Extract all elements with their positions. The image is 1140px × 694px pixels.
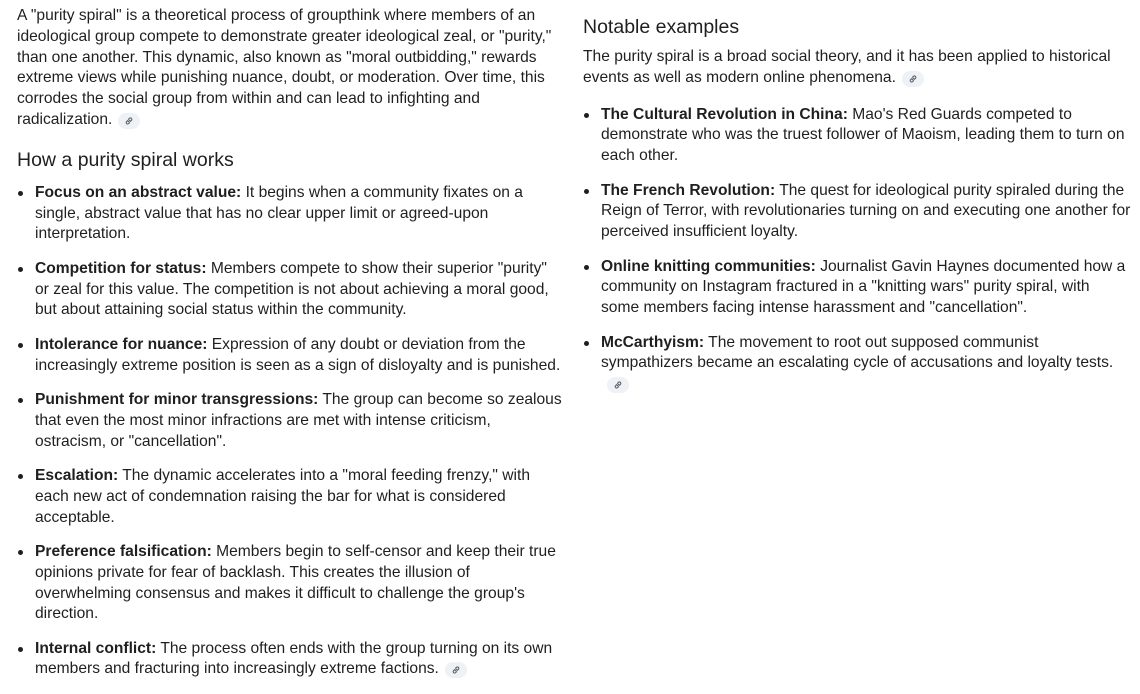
examples-intro xyxy=(583,47,1131,89)
right-column xyxy=(583,0,1131,409)
item-text: The dynamic accelerates into a "moral feeding frenzy," with each new act of condemnation raising the bar for what is considered acceptable. xyxy=(35,466,530,526)
item-text: The movement to root out supposed communist sympathizers became an escalating cycle of accusations and loyalty tests. xyxy=(601,333,1114,372)
link-icon xyxy=(613,380,623,390)
item-text: It begins when a community fixates on a single, abstract value that has no clear upper limit or agreed-upon interpretation. xyxy=(35,183,523,243)
link-icon xyxy=(908,74,918,84)
item-term: McCarthyism: xyxy=(601,333,705,351)
examples-list xyxy=(583,105,1131,395)
source-link-button[interactable] xyxy=(445,662,467,678)
list-item xyxy=(17,390,563,452)
source-link-button[interactable] xyxy=(902,71,924,87)
item-term: Online knitting communities: xyxy=(601,257,816,275)
item-term: Intolerance for nuance: xyxy=(35,335,208,353)
item-term: The Cultural Revolution in China: xyxy=(601,105,848,123)
intro-text: A "purity spiral" is a theoretical process of groupthink where members of an ideological group compete to demonstrate greater ideological zeal, or "purity," than one another. This dynamic, also known as "moral outbidding," rewards extreme views while punishing nuance, doubt, or moderation. Over time, this corrodes the social group from within and can lead to infighting and radicalization. xyxy=(17,7,552,128)
item-text: Mao's Red Guards competed to demonstrate who was the truest follower of Maoism, leading them to turn on each other. xyxy=(601,105,1125,165)
list-item xyxy=(583,105,1131,167)
item-term: The French Revolution: xyxy=(601,181,776,199)
link-icon xyxy=(451,665,461,675)
item-text: Members begin to self-censor and keep their true opinions private for fear of backlash. This creates the illusion of overwhelming consensus and makes it difficult to challenge the group's direction. xyxy=(35,542,556,623)
item-term: Focus on an abstract value: xyxy=(35,183,242,201)
intro-paragraph xyxy=(17,6,563,131)
item-text: Journalist Gavin Haynes documented how a community on Instagram fractured in a "knitting wars" purity spiral, with some members facing intense harassment and "cancellation". xyxy=(601,257,1126,317)
item-text: Expression of any doubt or deviation from the increasingly extreme position is seen as a sign of disloyalty and is punished. xyxy=(35,335,561,374)
item-text: The process often ends with the group turning on its own members and fracturing into increasingly extreme factions. xyxy=(35,639,553,678)
section-heading-how: How a purity spiral works xyxy=(17,148,234,171)
source-link-button[interactable] xyxy=(118,113,140,129)
how-list xyxy=(17,183,563,681)
list-item xyxy=(17,259,563,321)
list-item xyxy=(583,257,1131,319)
link-icon xyxy=(124,116,134,126)
examples-intro-text: The purity spiral is a broad social theory, and it has been applied to historical events as well as modern online phenomena. xyxy=(583,48,1111,86)
list-item xyxy=(17,183,563,245)
item-term: Punishment for minor transgressions: xyxy=(35,390,319,408)
list-item xyxy=(17,639,563,681)
list-item xyxy=(583,333,1131,395)
list-item xyxy=(17,542,563,625)
section-heading-examples: Notable examples xyxy=(583,16,740,38)
list-item xyxy=(583,181,1131,243)
item-text: The quest for ideological purity spiraled during the Reign of Terror, with revolutionaries turning on and executing one another for perceived insufficient loyalty. xyxy=(601,181,1131,241)
item-term: Escalation: xyxy=(35,466,119,484)
item-term: Internal conflict: xyxy=(35,639,157,657)
item-term: Competition for status: xyxy=(35,259,207,277)
list-item xyxy=(17,335,563,377)
item-text: Members compete to show their superior "purity" or zeal for this value. The competition is not about achieving a moral good, but about attaining social status within the community. xyxy=(35,259,549,319)
item-text: The group can become so zealous that even the most minor infractions are met with intense criticism, ostracism, or "cancellation". xyxy=(35,390,562,450)
list-item xyxy=(17,466,563,528)
source-link-button[interactable] xyxy=(607,377,629,393)
left-column xyxy=(17,0,563,694)
item-term: Preference falsification: xyxy=(35,542,212,560)
